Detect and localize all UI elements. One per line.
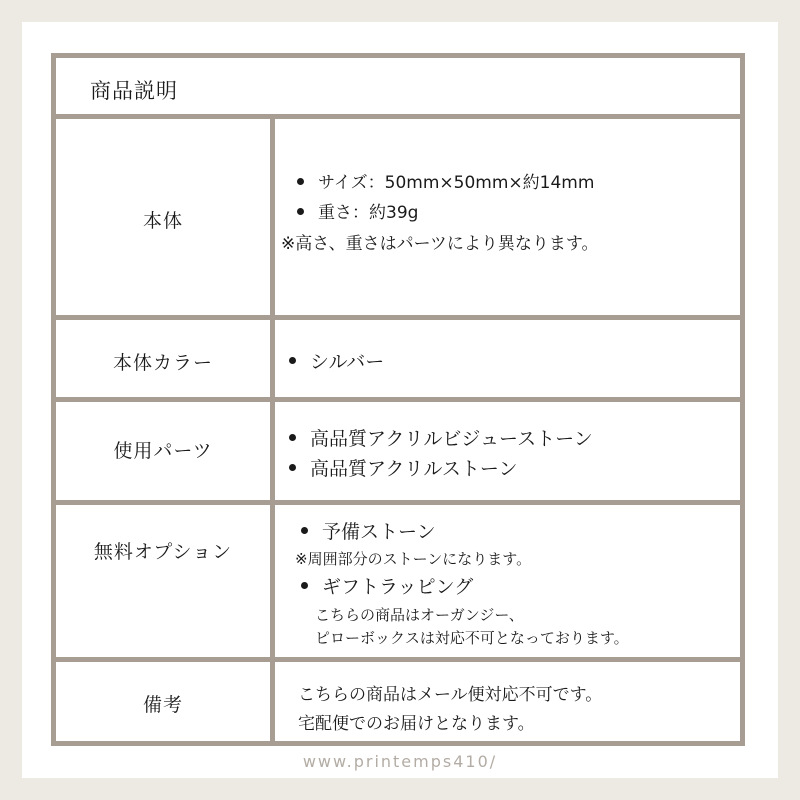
table-title: 商品説明	[90, 79, 178, 103]
list-item: 高品質アクリルビジューストーン	[289, 424, 593, 451]
divider	[56, 397, 740, 402]
list-item: 予備ストーン	[301, 517, 436, 544]
list-item: シルバー	[289, 347, 384, 374]
bullet-icon	[289, 357, 296, 364]
bullet-icon	[301, 582, 308, 589]
row-label-remarks: 備考	[142, 694, 183, 716]
list-item: ギフトラッピング	[301, 572, 473, 599]
row-label-body: 本体	[142, 210, 183, 232]
bullet-icon	[297, 178, 304, 185]
row-label-parts: 使用パーツ	[113, 440, 213, 462]
note-text: こちらの商品はオーガンジー、	[315, 606, 524, 624]
row-label-color: 本体カラー	[112, 352, 213, 374]
footer-url: www.printemps410/	[302, 752, 498, 771]
column-divider	[270, 118, 275, 741]
list-item: 重さ：約39g	[297, 198, 418, 223]
bullet-icon	[289, 434, 296, 441]
divider	[56, 500, 740, 505]
list-item: サイズ：50mm×50mm×約14mm	[297, 168, 594, 193]
row-label-free-options: 無料オプション	[93, 541, 233, 563]
note-text: ※周囲部分のストーンになります。	[295, 550, 532, 568]
divider	[56, 657, 740, 662]
remark-line: こちらの商品はメール便対応不可です。	[298, 685, 603, 705]
list-item: 高品質アクリルストーン	[289, 454, 517, 481]
bullet-icon	[289, 464, 296, 471]
note-text: ピローボックスは対応不可となっております。	[315, 629, 629, 647]
note-text: ※高さ、重さはパーツにより異なります。	[281, 234, 599, 254]
product-description-table	[51, 53, 745, 746]
divider	[56, 315, 740, 320]
bullet-icon	[297, 208, 304, 215]
bullet-icon	[301, 527, 308, 534]
divider	[56, 114, 740, 119]
remark-line: 宅配便でのお届けとなります。	[298, 714, 535, 734]
